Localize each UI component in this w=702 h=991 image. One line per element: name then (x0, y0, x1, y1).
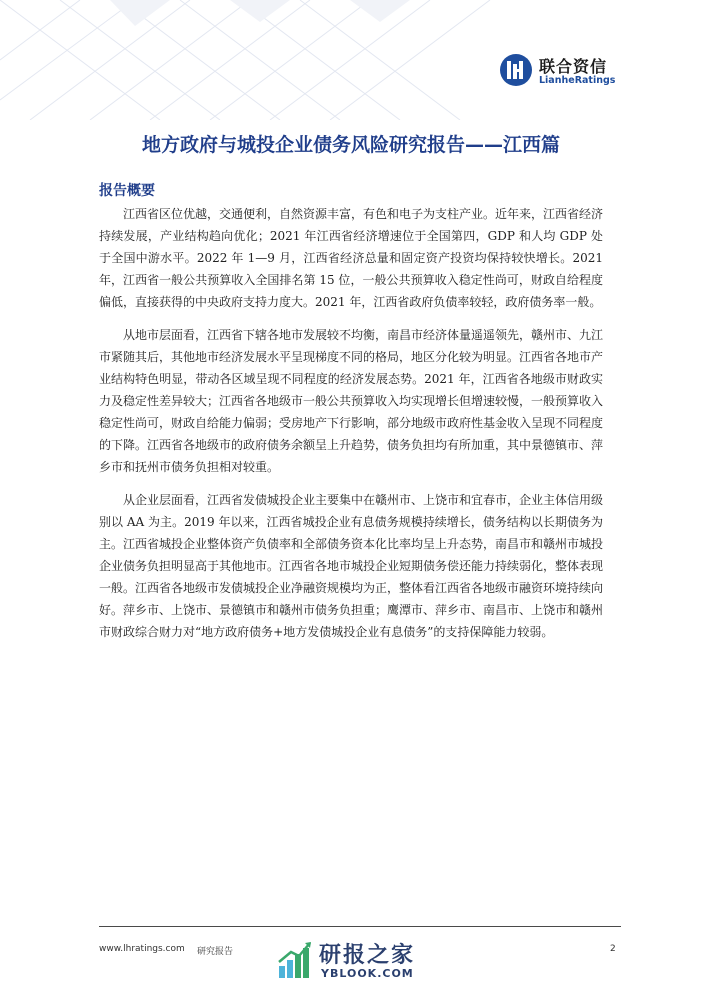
watermark (277, 938, 467, 984)
brand-name-en: LianheRatings (539, 75, 616, 86)
decorative-diagonal-lines (0, 0, 520, 120)
bar-chart-icon (277, 940, 313, 980)
summary-paragraph: 从企业层面看，江西省发债城投企业主要集中在赣州市、上饶市和宜春市，企业主体信用级别以 AA 为主。2019 年以来，江西省城投企业有息债务规模持续增长，债务结构以长期债务为主。江西省城投企业整体资产负债率和全部债务资本化比率均呈上升态势，南昌市和赣州市城投企业债务负担明显高于其他地市。江西省各地市城投企业短期债务偿还能力持续弱化，整体表现一般。江西省各地级市发债城投企业净融资规模均为正，整体看江西省各地级市融资环境持续向好。萍乡市、上饶市、景德镇市和赣州市债务负担重；鹰潭市、萍乡市、南昌市、上饶市和赣州市财政综合财力对“地方政府债务+地方发债城投企业有息债务”的支持保障能力较弱。 (99, 493, 604, 639)
watermark-cn: 研报之家 (319, 943, 416, 968)
footer-divider (99, 926, 621, 927)
footer-website-link[interactable]: www.lhratings.com (99, 944, 185, 954)
report-summary-body (99, 203, 603, 654)
lianhe-logo-icon (499, 53, 533, 87)
document-title: 地方政府与城投企业债务风险研究报告——江西篇 (141, 134, 560, 156)
summary-paragraph: 从地市层面看，江西省下辖各地市发展较不均衡，南昌市经济体量遥遥领先，赣州市、九江市紧随其后，其他地市经济发展水平呈现梯度不同的格局，地区分化较为明显。江西省各地市产业结构特色明显，带动各区域呈现不同程度的经济发展态势。2021 年，江西省各地级市财政实力及稳定性差异较大；江西省各地级市一般公共预算收入均实现增长但增速较慢，一般预算收入稳定性尚可，财政自给能力偏弱；受房地产下行影响，部分地级市政府性基金收入呈现不同程度的下降。江西省各地级市的政府债务余额呈上升趋势，债务负担均有所加重，其中景德镇市、萍乡市和抚州市债务负担相对较重。 (99, 328, 604, 474)
summary-paragraph: 江西省区位优越，交通便利，自然资源丰富，有色和电子为支柱产业。近年来，江西省经济持续发展，产业结构趋向优化；2021 年江西省经济增速位于全国第四，GDP 和人均 GDP 处于全国中游水平。2022 年 1—9 月，江西省经济总量和固定资产投资均保持较快增长。2021 年，江西省一般公共预算收入全国排名第 15 位，一般公共预算收入稳定性尚可，财政自给程度偏低，直接获得的中央政府支持力度大。2021 年，江西省政府负债率较轻，政府债务率一般。 (99, 207, 604, 309)
page-number: 2 (610, 944, 616, 954)
brand-name-cn: 联合资信 (539, 57, 608, 76)
footer-label: 研究报告 (197, 947, 234, 957)
watermark-en: YBLOOK.COM (321, 967, 414, 980)
section-heading: 报告概要 (99, 183, 155, 199)
brand-logo (499, 53, 624, 95)
